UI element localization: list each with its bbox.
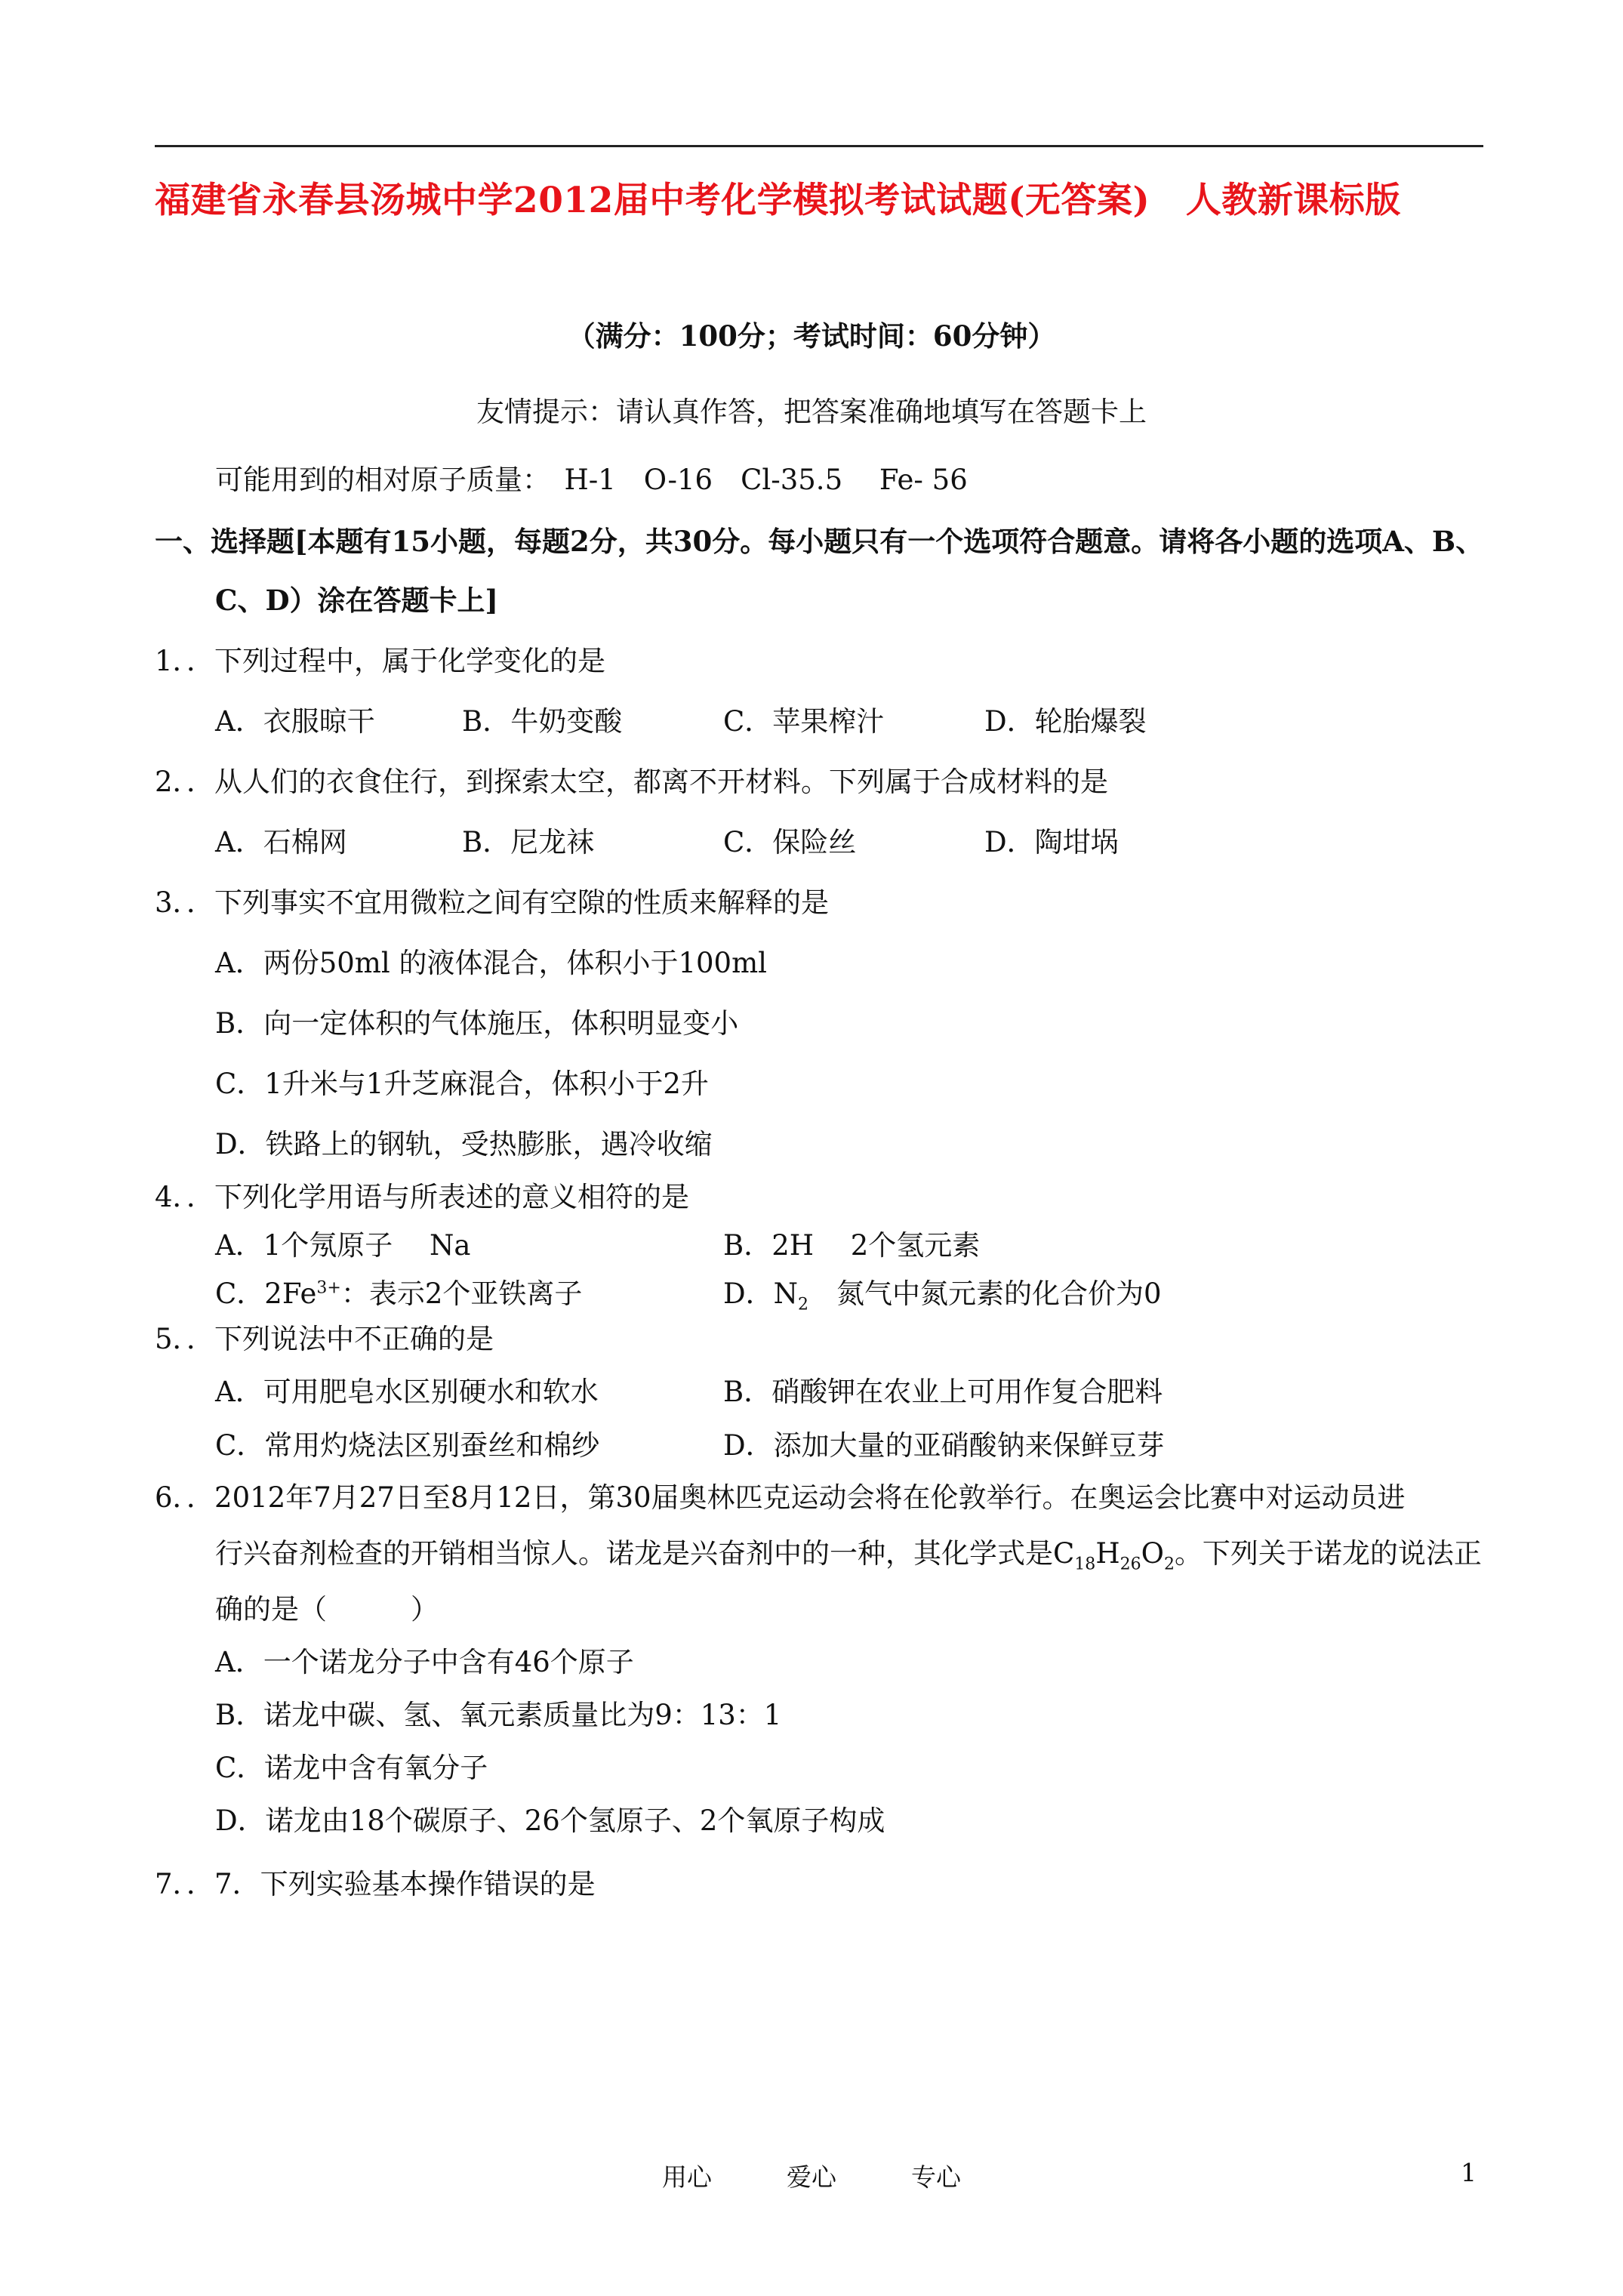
question-4-option-d: D．$N_2$ 氮气中氮元素的化合价为0 xyxy=(723,1277,1162,1314)
question-1-option-b: B．牛奶变酸 xyxy=(462,705,623,738)
tip-text: 友情提示：请认真作答，把答案准确地填写在答题卡上 xyxy=(476,396,1147,428)
question-3-option-a: A．两份50ml 的液体混合，体积小于100ml xyxy=(215,947,768,979)
question-1-option-a: A．衣服晾干 xyxy=(215,705,375,738)
section1-heading: 一、选择题[本题有15小题，每题2分，共30分。每小题只有一个选项符合题意。请将各小题的选项A、B、 xyxy=(155,525,1484,558)
question-4-stem: 4．．下列化学用语与所表述的意义相符的是 xyxy=(155,1181,690,1213)
question-6-option-c: C．诺龙中含有氧分子 xyxy=(215,1752,488,1784)
question-5-stem: 5．．下列说法中不正确的是 xyxy=(155,1323,494,1355)
question-1-option-d: D．轮胎爆裂 xyxy=(984,705,1147,738)
question-2-option-c: C．保险丝 xyxy=(723,826,857,858)
question-3-option-c: C．1升米与1升芝麻混合，体积小于2升 xyxy=(215,1068,709,1100)
footer-motto: 用心 爱心 专心 xyxy=(662,2162,961,2192)
document-title: 福建省永春县汤城中学2012届中考化学模拟考试试题(无答案) 人教新课标版 xyxy=(155,180,1401,221)
question-5-option-c: C．常用灼烧法区别蚕丝和棉纱 xyxy=(215,1429,600,1462)
question-2-option-a: A．石棉网 xyxy=(215,826,347,858)
question-6-stem-line3: 确的是（ ） xyxy=(215,1593,439,1626)
question-3-stem: 3．．下列事实不宜用微粒之间有空隙的性质来解释的是 xyxy=(155,886,830,919)
section1-heading-cont: C、D）涂在答题卡上] xyxy=(215,584,499,617)
question-3-option-b: B．向一定体积的气体施压，体积明显变小 xyxy=(215,1007,739,1040)
atomic-mass-line: 可能用到的相对原子质量： H-1 O-16 Cl-35.5 Fe- 56 xyxy=(215,464,968,496)
question-4-option-b: B．2H 2个氢元素 xyxy=(723,1229,981,1262)
question-6-stem-line2: 行兴奋剂检查的开销相当惊人。诺龙是兴奋剂中的一种，其化学式是$C_{18}H_{26}O_2$。下列关于诺龙的说法正 xyxy=(215,1537,1482,1574)
question-2-option-d: D．陶坩埚 xyxy=(984,826,1119,858)
question-5-option-a: A．可用肥皂水区别硬水和软水 xyxy=(215,1376,599,1408)
exam-info: （满分：100分；考试时间：60分钟） xyxy=(567,319,1056,353)
question-6-option-d: D．诺龙由18个碳原子、26个氢原子、2个氧原子构成 xyxy=(215,1804,885,1837)
question-5-option-b: B．硝酸钾在农业上可用作复合肥料 xyxy=(723,1376,1163,1408)
question-2-stem: 2．．从人们的衣食住行，到探索太空，都离不开材料。下列属于合成材料的是 xyxy=(155,766,1109,798)
header-rule xyxy=(155,145,1483,147)
question-6-option-a: A．一个诺龙分子中含有46个原子 xyxy=(215,1646,634,1678)
question-4-option-a: A．1个氖原子 Na xyxy=(215,1229,471,1262)
question-7-stem: 7．．7．下列实验基本操作错误的是 xyxy=(155,1868,596,1900)
question-2-option-b: B．尼龙袜 xyxy=(462,826,595,858)
page-number: 1 xyxy=(1461,2158,1477,2187)
question-4-option-c: C．$2Fe^{3+}$：表示2个亚铁离子 xyxy=(215,1277,583,1310)
question-3-option-d: D．铁路上的钢轨，受热膨胀，遇冷收缩 xyxy=(215,1128,713,1160)
question-5-option-d: D．添加大量的亚硝酸钠来保鲜豆芽 xyxy=(723,1429,1165,1462)
question-1-stem: 1．．下列过程中，属于化学变化的是 xyxy=(155,645,606,677)
question-1-option-c: C．苹果榨汁 xyxy=(723,705,885,738)
question-6-option-b: B．诺龙中碳、氢、氧元素质量比为9：13：1 xyxy=(215,1699,782,1731)
question-6-stem-line1: 6．．2012年7月27日至8月12日，第30届奥林匹克运动会将在伦敦举行。在奥运会比赛中对运动员进 xyxy=(155,1481,1406,1514)
